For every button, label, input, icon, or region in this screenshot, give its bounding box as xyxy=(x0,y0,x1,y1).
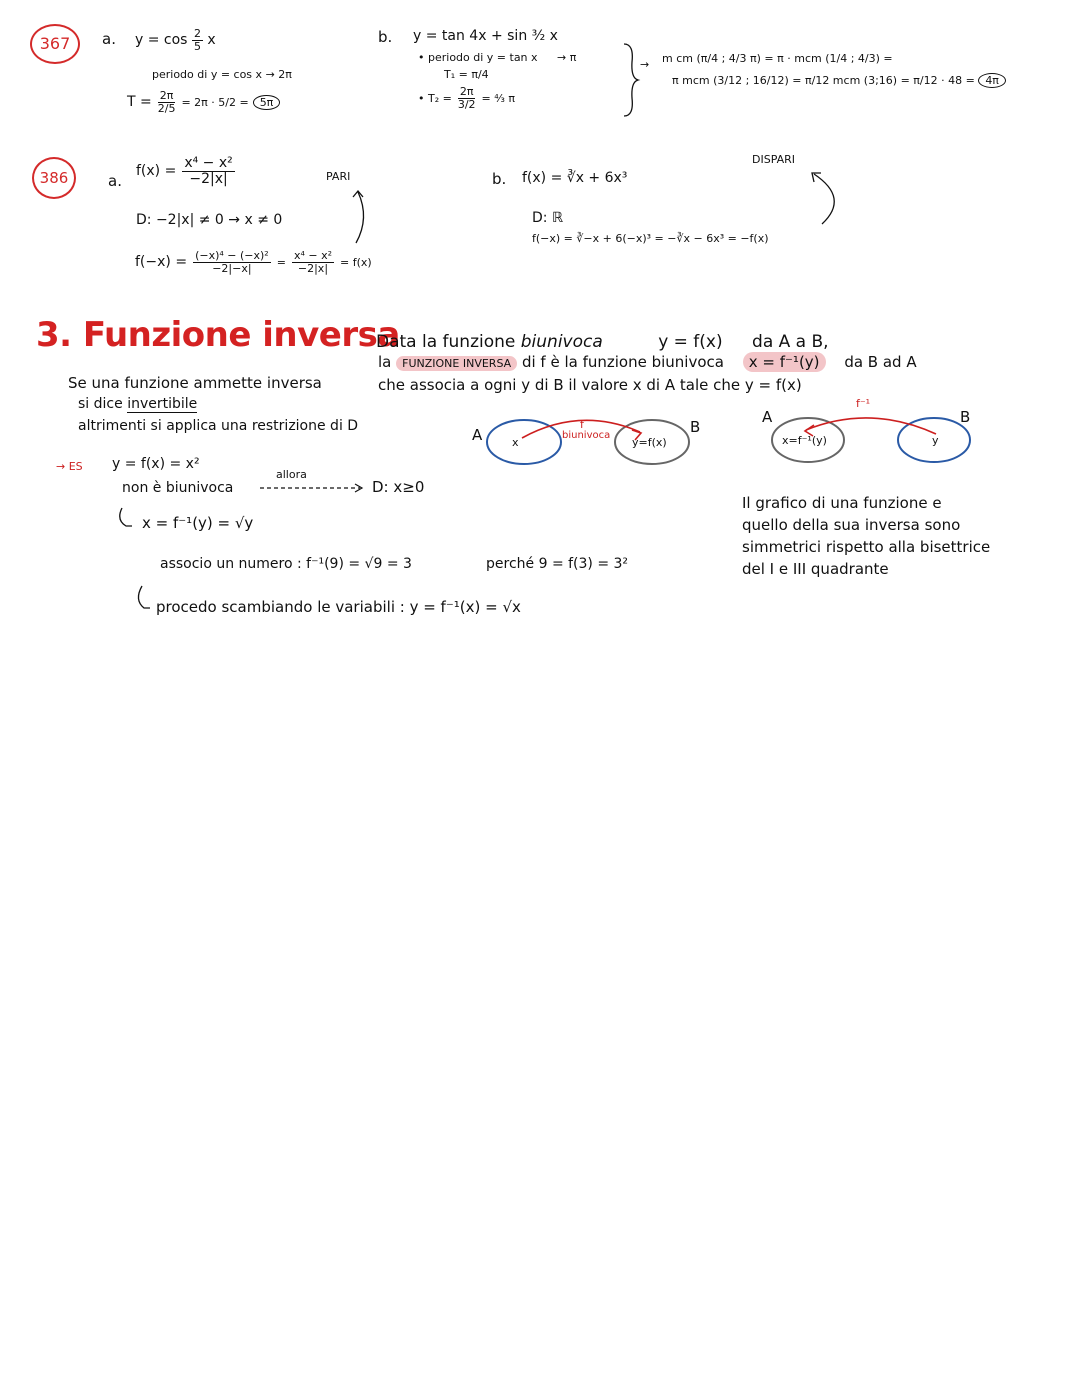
definition-line-1 xyxy=(376,332,829,352)
diag1-f: f xyxy=(580,418,584,431)
ex367-brace xyxy=(620,42,640,118)
def-yfx: y = f(x) xyxy=(658,332,723,352)
diag2-B: B xyxy=(960,408,971,426)
ex386-a-parity-arrow xyxy=(350,188,380,248)
frac-denominator: −2|−x| xyxy=(212,261,252,275)
ex367-a-func-text: y = cos xyxy=(135,32,188,49)
exercise-badge-367: 367 xyxy=(30,24,80,64)
ex367-mcm-line1: m cm (π/4 ; 4/3 π) = π · mcm (1/4 ; 4/3) = xyxy=(662,52,893,65)
ex367-b-function: y = tan 4x + sin ³⁄₂ x xyxy=(413,28,558,44)
example-hook-2 xyxy=(134,584,154,614)
T-step: = 2π · 5/2 = xyxy=(181,95,249,109)
diag2-A: A xyxy=(762,408,773,426)
equals: = xyxy=(276,255,286,269)
ex367-a-fraction xyxy=(192,28,203,52)
ex386-a-parity: PARI xyxy=(326,170,351,183)
example-domain: D: x≥0 xyxy=(372,478,425,496)
definition-line-2 xyxy=(378,353,917,371)
ex386-b-parity: DISPARI xyxy=(752,153,796,166)
frac-denominator: 3/2 xyxy=(457,97,476,111)
invertible-line-3: altrimenti si applica una restrizione di D xyxy=(78,418,359,434)
example-hook-1 xyxy=(116,506,136,532)
example-swap: procedo scambiando le variabili : y = f⁻¹(x) = √x xyxy=(156,598,521,616)
def-dab: da B ad A xyxy=(844,353,917,371)
ex367-a-T xyxy=(127,90,280,114)
ex386-b-parity-arrow xyxy=(810,168,846,228)
frac-denominator: 2/5 xyxy=(157,101,176,115)
fminus-label: f(−x) = xyxy=(135,254,188,271)
frac-numerator: 2π xyxy=(459,85,474,98)
ex367-a-function xyxy=(135,28,216,52)
ex367-a-var: x xyxy=(207,32,216,49)
fminus-fraction-2 xyxy=(292,250,334,274)
T2-result: = ⁴⁄₃ π xyxy=(481,91,516,105)
ex367-brace-arrow: → xyxy=(640,58,650,71)
T-label: T = xyxy=(127,94,152,111)
frac-numerator: 2π xyxy=(159,89,174,102)
ex386-a-fminus xyxy=(135,250,372,274)
fminus-result: = f(x) xyxy=(340,255,372,269)
period1-arrow: → π xyxy=(557,51,577,64)
T2-label: • T₂ = xyxy=(418,91,452,105)
example-associo: associo un numero : f⁻¹(9) = √9 = 3 xyxy=(160,556,412,572)
T2-fraction xyxy=(456,86,478,110)
T-fraction xyxy=(156,90,178,114)
diagram-f xyxy=(470,410,710,480)
diag1-x: x xyxy=(512,436,519,449)
example-allora: allora xyxy=(276,468,307,481)
definition-line-3: che associa a ogni y di B il valore x di A tale che y = f(x) xyxy=(378,376,802,394)
def-la: la xyxy=(378,353,392,371)
frac-numerator: x⁴ − x² xyxy=(293,249,332,262)
mcm-line2-text: π mcm (3/12 ; 16/12) = π/12 mcm (3;16) = π/12 · 48 = xyxy=(672,74,975,87)
period-value: → 2π xyxy=(265,68,292,81)
def-biunivoca: biunivoca xyxy=(520,332,603,352)
invertible-line-2 xyxy=(78,396,197,412)
ex386-b-label: b. xyxy=(492,170,507,188)
section-title: 3. Funzione inversa xyxy=(36,315,400,355)
def-intro: Data la funzione xyxy=(376,332,516,352)
frac-denominator: −2|x| xyxy=(297,261,329,275)
example-inverse: x = f⁻¹(y) = √y xyxy=(142,514,254,532)
ex367-a-label: a. xyxy=(102,30,116,48)
example-label: → ES xyxy=(56,460,83,473)
diag1-y: y=f(x) xyxy=(632,436,667,449)
diag1-B: B xyxy=(690,418,701,436)
ex386-b-function: f(x) = ∛x + 6x³ xyxy=(522,170,628,186)
frac-denominator: 5 xyxy=(193,39,201,53)
diag2-y: y xyxy=(932,434,939,447)
graph-note-line-4: del I e III quadrante xyxy=(742,560,889,578)
def-da: da A a B, xyxy=(752,332,829,352)
invert-word: invertibile xyxy=(127,396,198,412)
ex386-a-domain: D: −2|x| ≠ 0 → x ≠ 0 xyxy=(136,212,283,228)
period-label: periodo di xyxy=(152,68,208,81)
frac-numerator: x⁴ − x² xyxy=(184,155,233,171)
def-mid: di f è la funzione biunivoca xyxy=(521,353,724,371)
diag1-A: A xyxy=(472,426,483,444)
period-func: y = cos x xyxy=(210,68,263,81)
a-fraction xyxy=(182,156,234,186)
mcm-result: 4π xyxy=(978,73,1006,88)
ex367-b-period1 xyxy=(418,51,576,64)
fminus-fraction xyxy=(193,250,271,274)
ex367-a-period xyxy=(152,68,292,81)
period1-text: • periodo di y = tan x xyxy=(418,51,538,64)
frac-numerator: 2 xyxy=(193,27,201,40)
ex367-b-T2 xyxy=(418,86,515,110)
example-not-biunivoca: non è biunivoca xyxy=(122,480,234,496)
ex386-a-label: a. xyxy=(108,172,122,190)
a-func-text: f(x) = xyxy=(136,163,177,180)
ex367-mcm-line2 xyxy=(672,74,1006,87)
ex386-b-domain: D: ℝ xyxy=(532,210,564,226)
graph-note-line-3: simmetrici rispetto alla bisettrice xyxy=(742,538,991,556)
diag1-biunivoca: biunivoca xyxy=(562,430,611,441)
def-xfinv-highlight: x = f⁻¹(y) xyxy=(743,352,826,372)
def-inversa-highlight: FUNZIONE INVERSA xyxy=(396,356,517,371)
frac-numerator: (−x)⁴ − (−x)² xyxy=(195,249,269,262)
ex367-b-T1: T₁ = π/4 xyxy=(444,68,489,81)
exercise-badge-386: 386 xyxy=(32,157,76,199)
example-function: y = f(x) = x² xyxy=(112,456,200,472)
graph-note-line-2: quello della sua inversa sono xyxy=(742,516,961,534)
example-perche: perché 9 = f(3) = 3² xyxy=(486,556,629,572)
T-result: 5π xyxy=(253,95,281,110)
invert-si-dice: si dice xyxy=(78,396,123,412)
diag2-finv: f⁻¹ xyxy=(856,397,871,410)
graph-note-line-1: Il grafico di una funzione e xyxy=(742,494,942,512)
ex367-b-label: b. xyxy=(378,28,393,46)
ex386-a-function xyxy=(136,156,235,186)
frac-denominator: −2|x| xyxy=(189,170,228,187)
invertible-line-1: Se una funzione ammette inversa xyxy=(68,374,322,392)
example-dashed-arrow xyxy=(258,482,368,494)
diag2-x: x=f⁻¹(y) xyxy=(782,434,827,447)
ex386-b-fminus: f(−x) = ∛−x + 6(−x)³ = −∛x − 6x³ = −f(x) xyxy=(532,232,769,245)
